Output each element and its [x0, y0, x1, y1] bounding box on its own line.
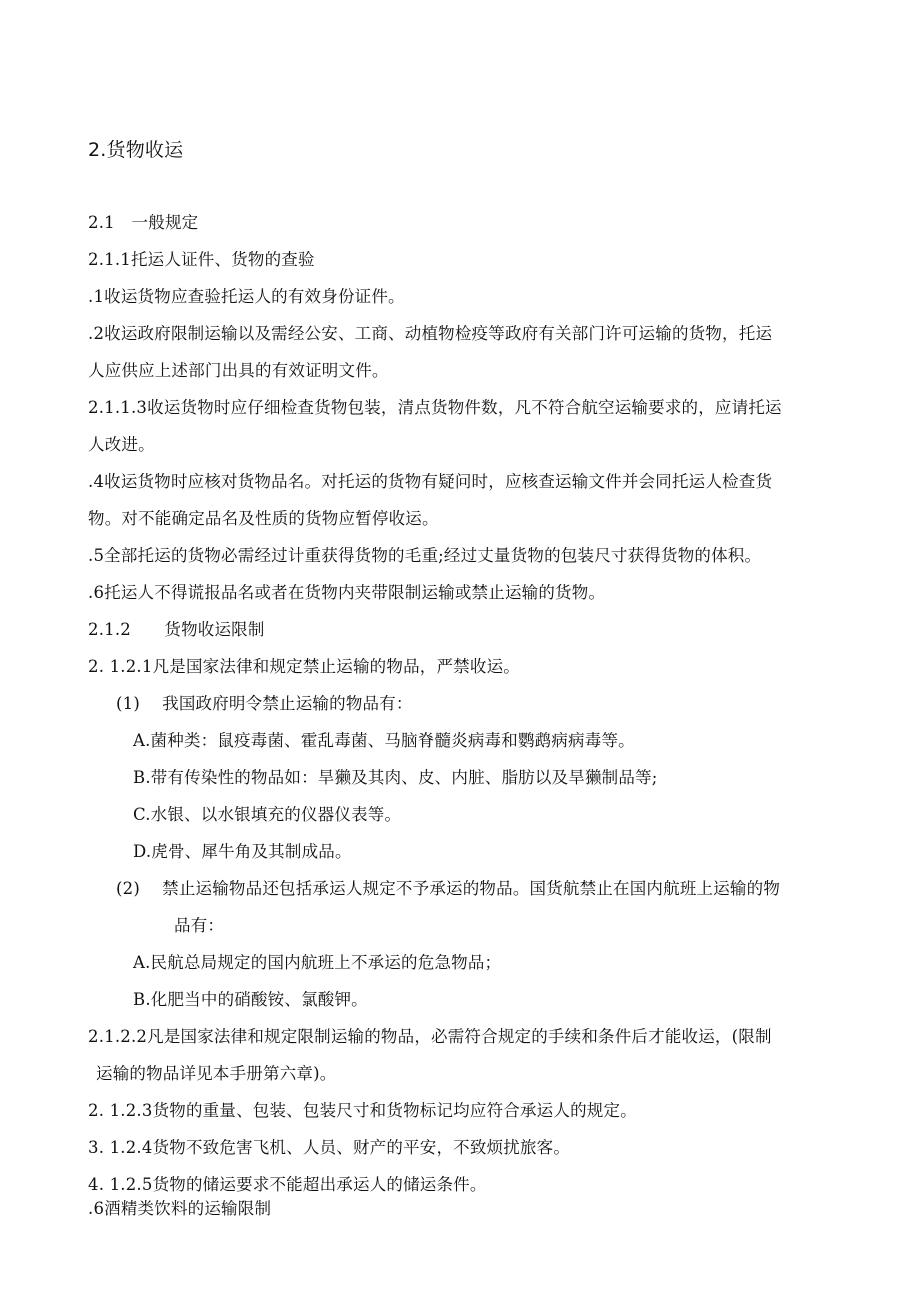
- paragraph-line: 2.1.2.2凡是国家法律和规定限制运输的物品，必需符合规定的手续和条件后才能收运，(限制: [88, 1027, 772, 1046]
- list-item: (1) 我国政府明令禁止运输的物品有：: [116, 694, 413, 713]
- paragraph-line: .6酒精类饮料的运输限制: [88, 1199, 272, 1218]
- heading-2-1-2: 2.1.2 货物收运限制: [88, 620, 265, 639]
- paragraph-line: 物。对不能确定品名及性质的货物应暂停收运。: [88, 509, 439, 528]
- paragraph-line: .1收运货物应查验托运人的有效身份证件。: [88, 287, 405, 306]
- sub-list-item: D.虎骨、犀牛角及其制成品。: [133, 842, 352, 861]
- sub-list-item: B.化肥当中的硝酸铵、氯酸钾。: [133, 990, 368, 1009]
- sub-list-item: A.民航总局规定的国内航班上不承运的危急物品；: [133, 953, 502, 972]
- paragraph-line: 4. 1.2.5货物的储运要求不能超出承运人的储运条件。: [88, 1175, 487, 1194]
- paragraph-line: 3. 1.2.4货物不致危害飞机、人员、财产的平安，不致烦扰旅客。: [88, 1138, 571, 1157]
- paragraph-line: 人改进。: [88, 435, 155, 454]
- heading-2-1: 2.1 一般规定: [88, 213, 199, 232]
- paragraph-line: .6托运人不得谎报品名或者在货物内夹带限制运输或禁止运输的货物。: [88, 583, 606, 602]
- paragraph-line: 人应供应上述部门出具的有效证明文件。: [88, 361, 389, 380]
- paragraph-line: 2.1.1.3收运货物时应仔细检查货物包装，清点货物件数，凡不符合航空运输要求的，应请托运: [88, 398, 782, 417]
- sub-list-item: C.水银、以水银填充的仪器仪表等。: [133, 805, 402, 824]
- list-item: (2) 禁止运输物品还包括承运人规定不予承运的物品。国货航禁止在国内航班上运输的物: [116, 879, 781, 898]
- paragraph-line: .2收运政府限制运输以及需经公安、工商、动植物检疫等政府有关部门许可运输的货物，托运: [88, 324, 773, 343]
- sub-list-item: A.菌种类：鼠疫毒菌、霍乱毒菌、马脑脊髓炎病毒和鹦鹉病病毒等。: [133, 731, 635, 750]
- sub-list-item: B.带有传染性的物品如：旱獭及其肉、皮、内脏、脂肪以及旱獭制品等;: [133, 768, 658, 787]
- paragraph-line: 2. 1.2.1凡是国家法律和规定禁止运输的物品，严禁收运。: [88, 657, 520, 676]
- paragraph-line: .4收运货物时应核对货物品名。对托运的货物有疑问时，应核查运输文件并会同托运人检查货: [88, 472, 773, 491]
- heading-2-1-1: 2.1.1托运人证件、货物的查验: [88, 250, 315, 269]
- section-title: 2.货物收运: [88, 139, 184, 161]
- paragraph-line: .5全部托运的货物必需经过计重获得货物的毛重;经过丈量货物的包装尺寸获得货物的体积。: [88, 546, 762, 565]
- list-item-continuation: 品有：: [174, 916, 225, 935]
- paragraph-line: 运输的物品详见本手册第六章)。: [96, 1064, 337, 1083]
- paragraph-line: 2. 1.2.3货物的重量、包装、包装尺寸和货物标记均应符合承运人的规定。: [88, 1101, 637, 1120]
